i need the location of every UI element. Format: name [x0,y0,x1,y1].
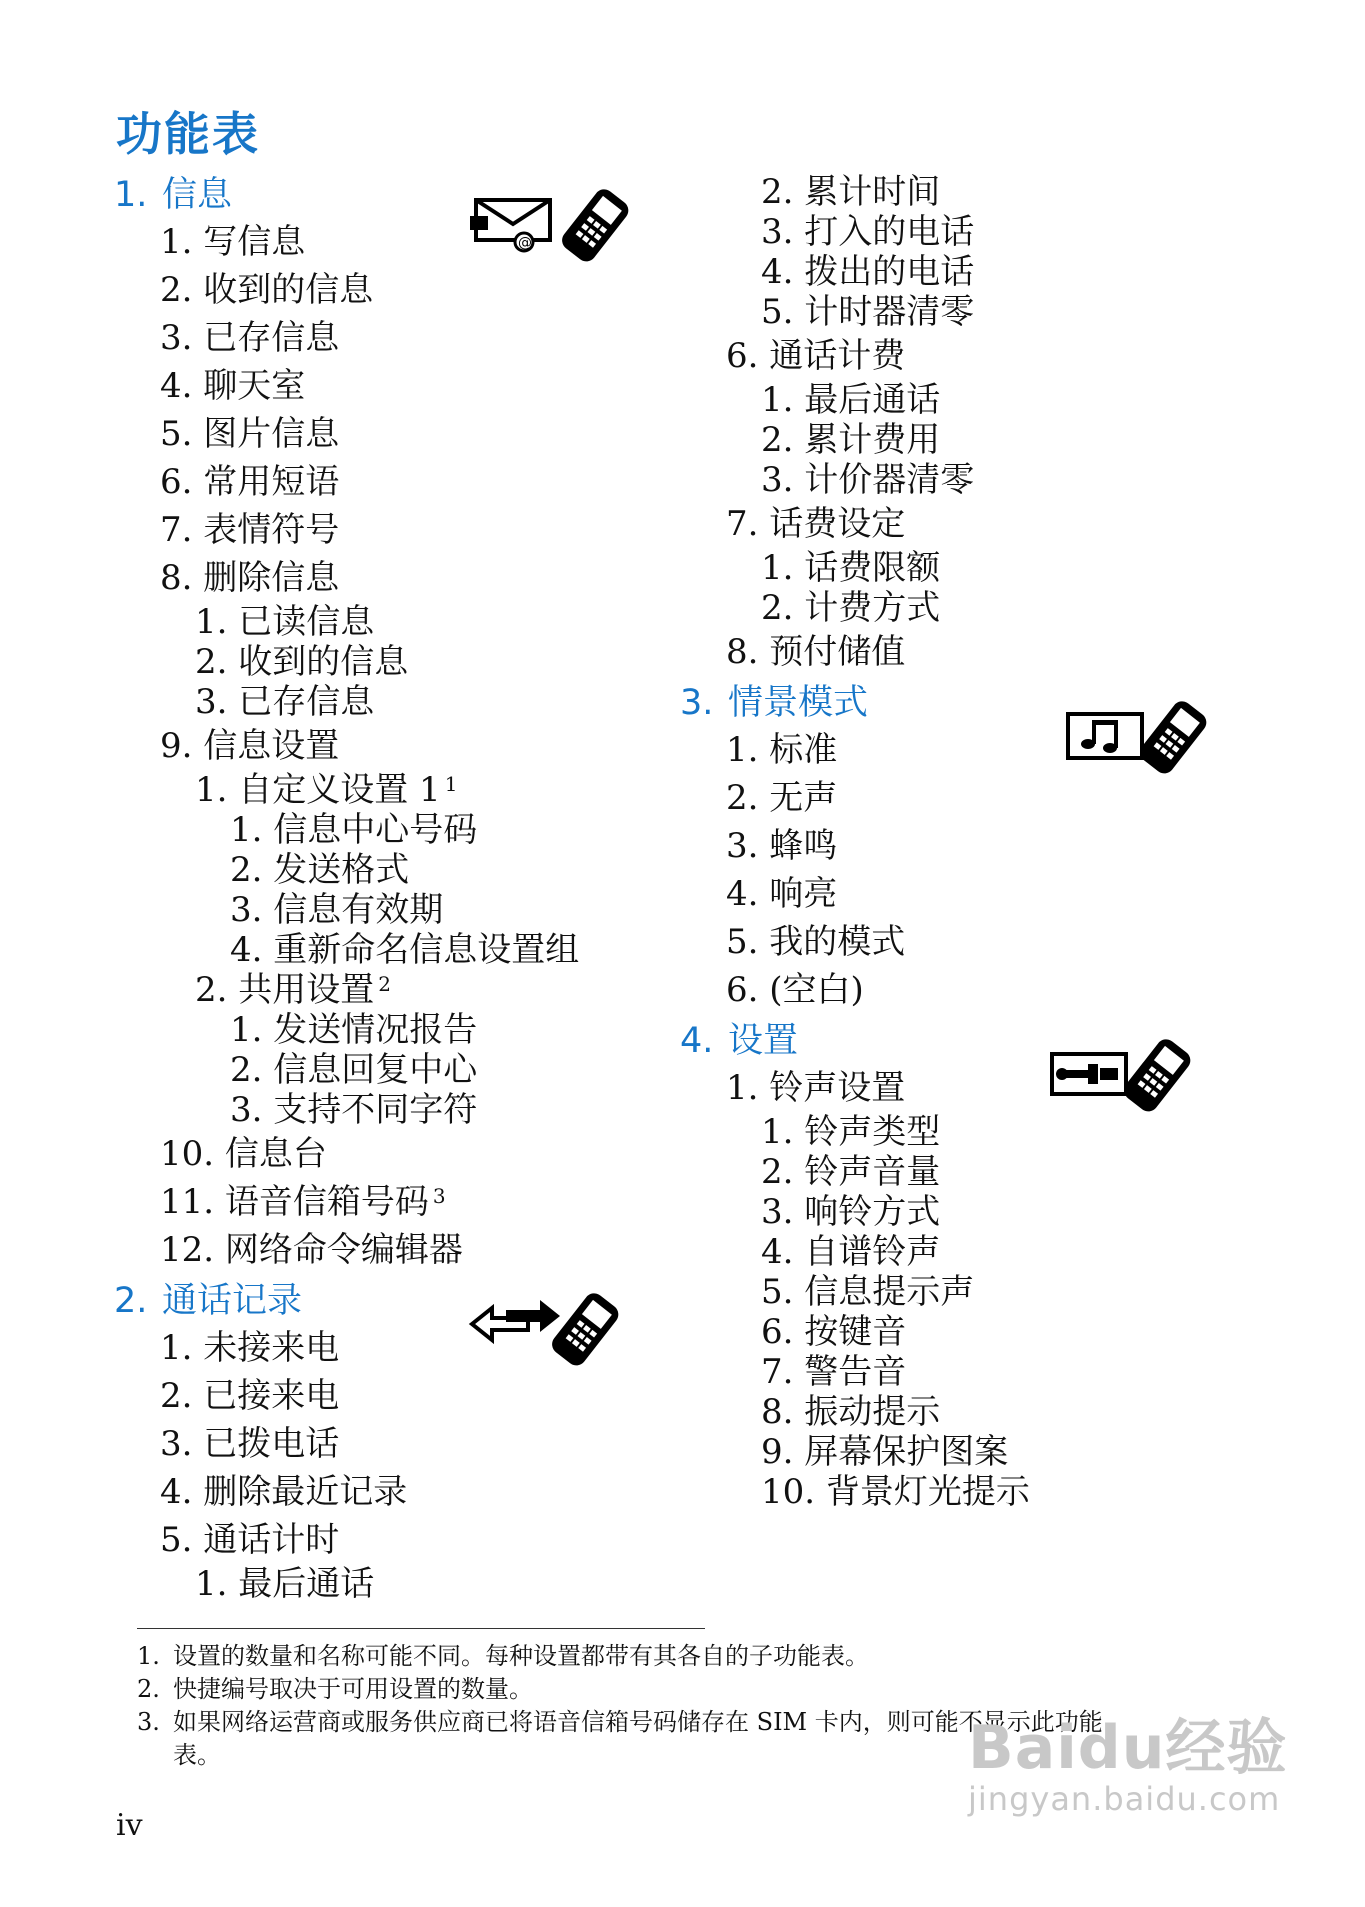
menu-item: 1. 最后通话 [195,1564,375,1604]
menu-item: 3. 信息有效期 [230,890,444,930]
menu-item: 3. 已存信息 [195,682,375,722]
menu-item: 2. 共用设置 $^2$ [195,970,391,1010]
menu-item: 7. 警告音 [761,1352,907,1392]
menu-item: 2. 信息回复中心 [230,1050,478,1090]
footnote: 3. 如果网络运营商或服务供应商已将语音信箱号码储存在 SIM 卡内，则可能不显示此功能表。 [137,1708,1103,1769]
menu-item: 6. 常用短语 [160,462,340,502]
menu-item: 1. 标准 [726,730,838,770]
menu-item: 2. 收到的信息 [195,642,409,682]
baidu-watermark: Baidu经验 jingyan.baidu.com [968,1713,1288,1818]
page-title: 功能表 [116,107,260,161]
menu-item: 7. 话费设定 [726,504,906,544]
menu-item: 5. 通话计时 [160,1520,340,1560]
menu-item: 1. 信息中心号码 [230,810,478,850]
footnote: 1. 设置的数量和名称可能不同。每种设置都带有其各自的子功能表。 [137,1642,869,1670]
menu-item: 9. 屏幕保护图案 [761,1432,1009,1472]
menu-item: 11. 语音信箱号码 $^3$ [160,1182,446,1222]
menu-item: 8. 预付储值 [726,632,906,672]
section-heading-call-log: 2. 通话记录 [114,1281,303,1321]
menu-item: 7. 表情符号 [160,510,340,550]
menu-item: 2. 无声 [726,778,838,818]
menu-item: 6. 按键音 [761,1312,907,1352]
menu-item: 6. (空白) [726,970,864,1010]
menu-item: 2. 计费方式 [761,588,941,628]
menu-list-call-log-continued [680,172,1320,676]
menu-item: 6. 通话计费 [726,336,906,376]
menu-item: 12. 网络命令编辑器 [160,1230,463,1270]
menu-item: 3. 支持不同字符 [230,1090,478,1130]
menu-item: 4. 删除最近记录 [160,1472,408,1512]
menu-item: 3. 计价器清零 [761,460,975,500]
section-heading-settings: 4. 设置 [680,1021,799,1061]
menu-item: 4. 聊天室 [160,366,306,406]
footnote: 2. 快捷编号取决于可用设置的数量。 [137,1675,533,1703]
menu-item: 2. 发送格式 [230,850,410,890]
menu-list-settings [680,1064,1320,1512]
menu-item: 4. 重新命名信息设置组 [230,930,580,970]
menu-list-profiles [680,726,1320,1014]
menu-item: 9. 信息设置 [160,726,340,766]
menu-item: 3. 已存信息 [160,318,340,358]
menu-item: 5. 我的模式 [726,922,906,962]
menu-item: 10. 背景灯光提示 [761,1472,1030,1512]
menu-item: 5. 信息提示声 [761,1272,975,1312]
menu-item: 1. 未接来电 [160,1328,340,1368]
menu-item: 3. 已拨电话 [160,1424,340,1464]
menu-item: 8. 删除信息 [160,558,340,598]
menu-item: 2. 已接来电 [160,1376,340,1416]
menu-item: 1. 自定义设置 1 $^1$ [195,770,458,810]
menu-item: 2. 铃声音量 [761,1152,941,1192]
menu-item: 2. 累计时间 [761,172,941,212]
page-number: iv [116,1808,143,1843]
section-heading-messages: 1. 信息 [114,175,233,215]
menu-item: 5. 计时器清零 [761,292,975,332]
menu-item: 4. 响亮 [726,874,838,914]
menu-item: 1. 铃声设置 [726,1068,906,1108]
menu-item: 1. 铃声类型 [761,1112,941,1152]
footnote-divider [137,1628,705,1629]
right-column [680,172,1320,1512]
menu-item: 10. 信息台 [160,1134,327,1174]
menu-item: 2. 累计费用 [761,420,941,460]
menu-item: 1. 话费限额 [761,548,941,588]
arrows-phone-icon [468,1290,628,1370]
menu-item: 1. 已读信息 [195,602,375,642]
envelope-phone-icon [468,186,638,266]
menu-list-messages [114,218,674,1274]
menu-item: 2. 收到的信息 [160,270,374,310]
menu-item: 4. 拨出的电话 [761,252,975,292]
menu-item: 3. 打入的电话 [761,212,975,252]
menu-item: 4. 自谱铃声 [761,1232,941,1272]
tools-phone-icon [1048,1036,1198,1116]
music-notes-phone-icon [1064,698,1214,778]
menu-item: 3. 响铃方式 [761,1192,941,1232]
menu-item: 8. 振动提示 [761,1392,941,1432]
menu-item: 1. 发送情况报告 [230,1010,478,1050]
menu-item: 5. 图片信息 [160,414,340,454]
menu-item: 3. 蜂鸣 [726,826,838,866]
section-heading-profiles: 3. 情景模式 [680,683,869,723]
left-column [114,168,674,1604]
menu-item: 1. 最后通话 [761,380,941,420]
menu-item: 1. 写信息 [160,222,306,262]
svg-text:@: @ [518,235,532,251]
